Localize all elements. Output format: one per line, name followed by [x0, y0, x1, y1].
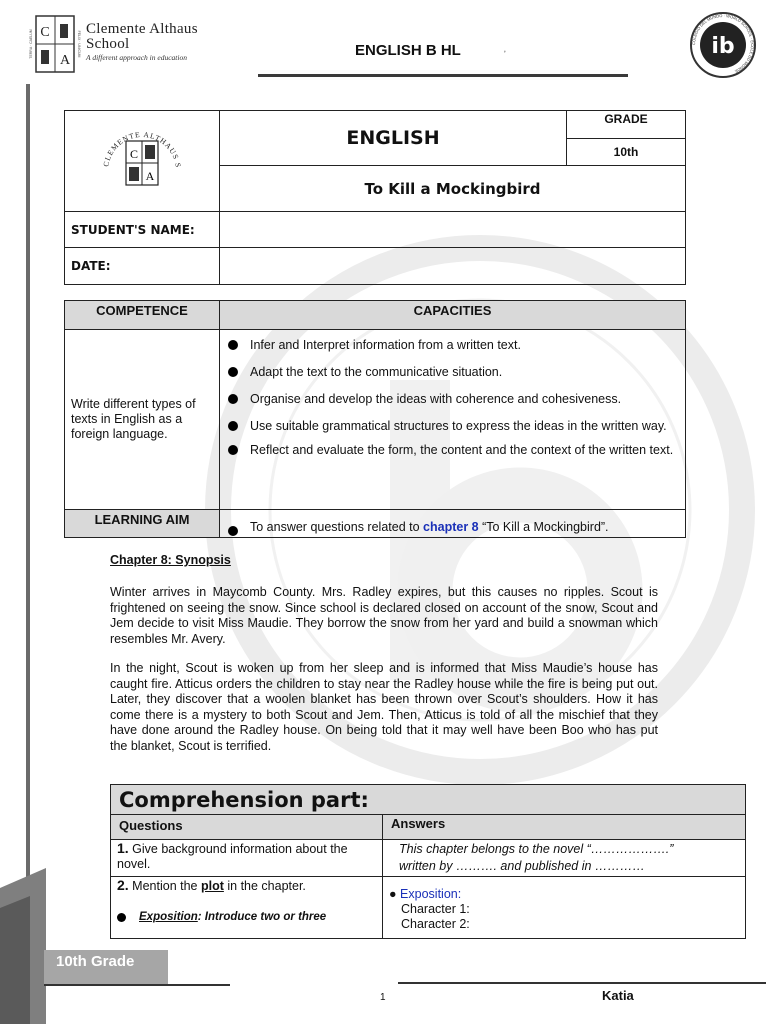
answer-character-1: Character 1: [401, 902, 470, 916]
school-name-line1: Clemente Althaus [86, 21, 198, 37]
logo-letter-c: C [40, 25, 50, 40]
answer-1[interactable] [383, 840, 746, 877]
answer-1-line-1: This chapter belongs to the novel “……………….” [399, 842, 674, 856]
comprehension-title: Comprehension part: [111, 785, 746, 815]
question-text-end: in the chapter. [223, 879, 306, 893]
bullet-icon [228, 526, 238, 536]
question-text: Mention the [132, 879, 201, 893]
ib-logo-text: ib [711, 34, 735, 59]
capacity-text: Infer and Interpret information from a written text. [250, 338, 521, 352]
capacity-text: Organise and develop the ideas with coherence and cohesiveness. [250, 392, 622, 406]
question-2 [111, 877, 383, 939]
page-number: 1 [380, 992, 386, 1003]
date-field[interactable] [220, 248, 686, 285]
exposition-text: : Introduce two or three [197, 911, 327, 923]
footer-corner-shape [0, 868, 46, 1024]
capacity-text: Adapt the text to the communicative situation. [250, 365, 503, 379]
question-1 [111, 840, 383, 877]
answers-header: Answers [383, 815, 746, 840]
competence-table [64, 300, 686, 538]
capacity-item [228, 389, 677, 410]
bullet-icon [228, 421, 238, 431]
date-label: DATE: [65, 248, 220, 285]
logo-letter-a: A [59, 53, 71, 68]
svg-text:CLEMENTE ALTHAUS SCHOOL [94, 119, 183, 169]
exposition-prompt [117, 910, 376, 925]
badge-letter-a: A [145, 168, 155, 183]
footer-divider-left [44, 984, 230, 986]
school-tagline: A different approach in education [86, 53, 187, 62]
badge-cell [65, 111, 220, 212]
exposition-label: Exposition [139, 911, 198, 923]
bullet-icon [228, 340, 238, 350]
competence-header: COMPETENCE [65, 301, 220, 330]
synopsis-paragraph-2: In the night, Scout is woken up from her sleep and is informed that Miss Maudie’s house has caught fire. Atticus orders the children to stay near the Radley house while the fire is being put out. Later, they discover that a woolen blanket has been thrown over Scout’s shoulders. How it has come there is a mystery to both Scout and Jem. Then, Atticus is told of all the mischief that they have done around the Radley house. On being told that it may well have been Boo who has put the blanket, Scout is terrified. [110, 661, 658, 753]
school-badge-logo [94, 119, 190, 199]
bullet-icon: ● [389, 887, 397, 901]
school-crest-logo [30, 14, 80, 76]
bullet-icon [228, 367, 238, 377]
grade-value: 10th [567, 139, 686, 166]
student-name-label: STUDENT'S NAME: [65, 212, 220, 248]
footer-grade-label: 10th Grade [44, 950, 168, 984]
question-keyword: plot [200, 879, 224, 893]
question-number: 1. [117, 840, 129, 856]
learning-aim-label: LEARNING AIM [65, 510, 220, 538]
badge-letter-c: C [129, 146, 139, 161]
course-title: ENGLISH B HL [355, 42, 461, 59]
answer-character-2: Character 2: [401, 917, 470, 931]
bullet-icon [228, 445, 238, 455]
subject-title: ENGLISH [220, 111, 567, 166]
capacity-item [228, 440, 677, 461]
capacity-item [228, 335, 677, 356]
question-number: 2. [117, 877, 129, 893]
student-name-field[interactable] [220, 212, 686, 248]
answer-2-exposition [389, 887, 739, 902]
capacities-header: CAPACITIES [220, 301, 686, 330]
bullet-icon [228, 394, 238, 404]
ib-ring-text: COLEGIO DEL MUNDO · WORLD SCHOOL · ÉCOLE DU MONDE [690, 12, 756, 75]
learning-aim-chapter: chapter 8 [423, 520, 479, 534]
comprehension-table [110, 784, 746, 939]
footer-divider-right [398, 982, 766, 984]
synopsis-title: Chapter 8: Synopsis [110, 553, 231, 567]
capacities-list [220, 330, 685, 465]
capacity-text: Reflect and evaluate the form, the content and the context of the written text. [250, 443, 674, 457]
capacity-text: Use suitable grammatical structures to express the ideas in the written way. [250, 419, 667, 433]
logo-side-text-left: TERRA · CAELUM [29, 29, 33, 59]
novel-title: To Kill a Mockingbird [220, 166, 686, 212]
learning-aim-suffix: “To Kill a Mockingbird”. [478, 520, 609, 534]
capacity-item [228, 362, 677, 383]
school-name-line2: School [86, 36, 130, 52]
ib-world-school-logo [688, 10, 758, 80]
learning-aim-text [220, 520, 685, 534]
capacities-cell [220, 330, 686, 510]
bullet-icon [117, 913, 126, 922]
questions-header: Questions [111, 815, 383, 840]
grade-label: GRADE [567, 111, 686, 139]
header-info-table [64, 110, 686, 285]
header-divider [258, 74, 628, 77]
learning-aim-cell [220, 510, 686, 538]
school-name [86, 22, 198, 52]
left-margin-bar [26, 84, 30, 954]
capacity-item [228, 416, 677, 437]
badge-ring-text: CLEMENTE ALTHAUS S [101, 129, 183, 169]
footer-author: Katia [602, 988, 634, 1003]
synopsis-paragraph-1: Winter arrives in Maycomb County. Mrs. Radley expires, but this causes no ripples. Scout is frightened on seeing the snow. Since school is declared closed on account of the snow, Scout and Jem decide to visit Miss Maudie. They borrow the snow from her yard and build a snowman which resembles Mr. Avery. [110, 585, 658, 646]
answer-1-line-2: written by ………. and published in ………… [399, 859, 645, 873]
competence-text: Write different types of texts in English as a foreign language. [65, 330, 220, 510]
question-text: Give background information about the novel. [117, 842, 348, 871]
logo-side-text-right: FELIX · UNICUM [77, 30, 81, 58]
answer-2[interactable] [383, 877, 746, 939]
learning-aim-prefix: To answer questions related to [250, 520, 424, 534]
answer-exposition-label: Exposition: [400, 887, 462, 901]
course-tick-mark: ʼ [504, 50, 506, 59]
